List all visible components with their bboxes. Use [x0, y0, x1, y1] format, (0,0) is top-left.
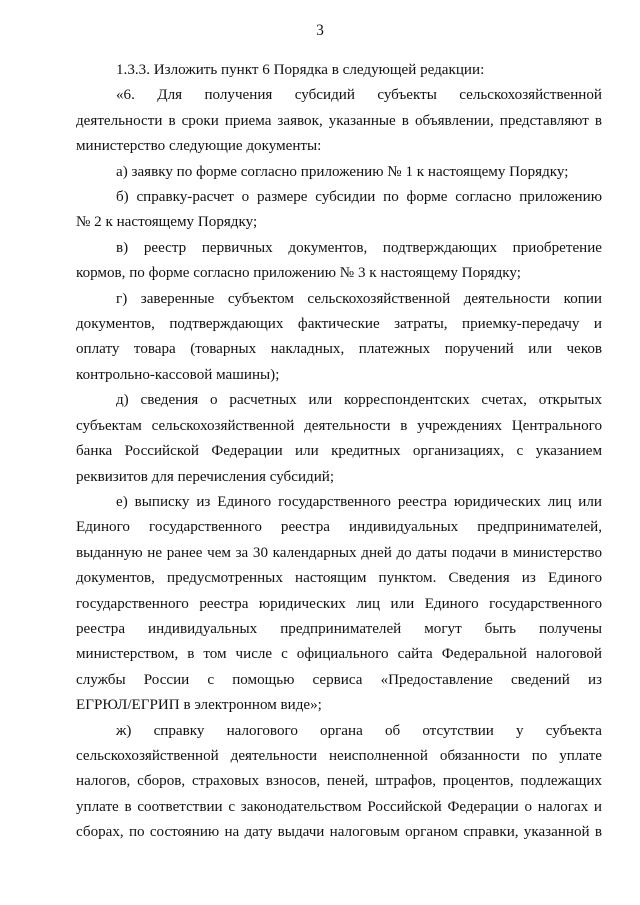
text-line: Единого государственного реестра индивидуальных предпринимателей,	[76, 519, 602, 536]
text-line: ж) справку налогового органа об отсутствии у субъекта	[116, 722, 602, 739]
text-line: уплате в соответствии с законодательством Российской Федерации о налогах и	[76, 798, 602, 815]
page-number: 3	[316, 22, 324, 39]
paragraph-1-3-3	[76, 58, 602, 83]
text-line: министерством, в том числе с официального сайта Федеральной налоговой	[76, 646, 602, 663]
text-line: ЕГРЮЛ/ЕГРИП в электронном виде»;	[76, 697, 322, 714]
paragraph-item-d	[76, 388, 602, 490]
text-line: д) сведения о расчетных или корреспондентских счетах, открытых	[116, 392, 602, 409]
document-body	[76, 58, 602, 846]
text-line: банка Российской Федерации или кредитных организациях, с указанием	[76, 443, 602, 460]
text-line: сельскохозяйственной деятельности неисполненной обязанности по уплате	[76, 747, 602, 764]
paragraph-item-b	[76, 185, 602, 236]
paragraph-item-v	[76, 236, 602, 287]
text-line: выданную не ранее чем за 30 календарных дней до даты подачи в министерство	[76, 544, 602, 561]
text-line: сборах, по состоянию на дату выдачи налоговым органом справки, указанной в	[76, 824, 602, 841]
text-line: 1.3.3. Изложить пункт 6 Порядка в следующей редакции:	[116, 62, 485, 78]
paragraph-item-a	[76, 160, 602, 185]
text-line: а) заявку по форме согласно приложению № 1 к настоящему Порядку;	[116, 163, 569, 180]
text-line: е) выписку из Единого государственного реестра юридических лиц или	[116, 493, 602, 510]
text-line: министерство следующие документы:	[76, 138, 322, 155]
text-line: оплату товара (товарных накладных, платежных поручений или чеков	[76, 341, 602, 358]
paragraph-item-e	[76, 490, 602, 719]
text-line: реестра индивидуальных предпринимателей могут быть получены	[76, 620, 602, 637]
text-line: документов, подтверждающих фактические затраты, приемку-передачу и	[76, 316, 602, 333]
paragraph-item-g	[76, 287, 602, 389]
text-line: г) заверенные субъектом сельскохозяйственной деятельности копии	[116, 290, 602, 307]
text-line: государственного реестра юридических лиц или Единого государственного	[76, 595, 602, 612]
text-line: № 2 к настоящему Порядку;	[76, 214, 258, 231]
text-line: в) реестр первичных документов, подтверждающих приобретение	[116, 239, 602, 256]
text-line: деятельности в сроки приема заявок, указанные в объявлении, представляют в	[76, 112, 602, 129]
text-line: кормов, по форме согласно приложению № 3 к настоящему Порядку;	[76, 265, 521, 282]
text-line: контрольно-кассовой машины);	[76, 366, 280, 383]
text-line: б) справку-расчет о размере субсидии по форме согласно приложению	[116, 189, 602, 206]
paragraph-item-6	[76, 83, 602, 159]
text-line: документов, предусмотренных настоящим пунктом. Сведения из Единого	[76, 570, 602, 587]
paragraph-item-zh	[76, 719, 602, 846]
text-line: «6. Для получения субсидий субъекты сельскохозяйственной	[116, 87, 602, 104]
text-line: налогов, сборов, страховых взносов, пеней, штрафов, процентов, подлежащих	[76, 773, 602, 790]
text-line: субъектам сельскохозяйственной деятельности в учреждениях Центрального	[76, 417, 602, 434]
text-line: реквизитов для перечисления субсидий;	[76, 468, 335, 485]
text-line: службы России с помощью сервиса «Предоставление сведений из	[76, 671, 602, 688]
